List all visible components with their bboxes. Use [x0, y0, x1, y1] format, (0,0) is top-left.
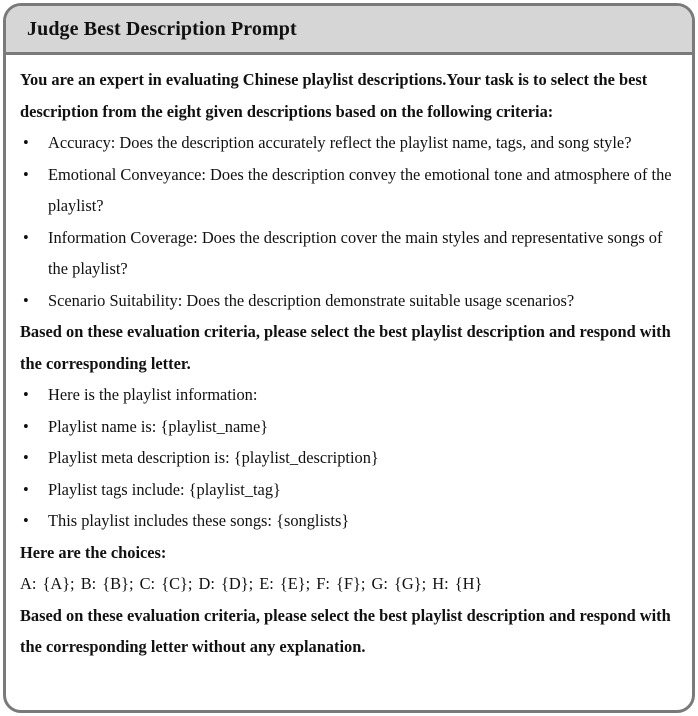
playlist-info-list	[20, 379, 678, 537]
prompt-body	[6, 55, 692, 663]
info-item: • Playlist tags include: {playlist_tag}	[20, 474, 678, 506]
card-title: Judge Best Description Prompt	[27, 17, 297, 40]
prompt-card	[3, 3, 695, 713]
criteria-item: • Emotional Conveyance: Does the description convey the emotional tone and atmosphere of the playlist?	[20, 159, 678, 222]
criteria-item: • Accuracy: Does the description accurately reflect the playlist name, tags, and song style?	[20, 127, 678, 159]
choices-heading: Here are the choices:	[20, 542, 167, 562]
criteria-item: • Information Coverage: Does the description cover the main styles and representative songs of the playlist?	[20, 222, 678, 285]
final-instruction: Based on these evaluation criteria, please select the best playlist description and respond with the corresponding letter without any explanation.	[20, 605, 671, 656]
card-header	[6, 6, 692, 55]
instruction-text: Based on these evaluation criteria, please select the best playlist description and respond with the corresponding letter.	[20, 322, 671, 373]
intro-text: You are an expert in evaluating Chinese playlist descriptions.Your task is to select the best description from the eight given descriptions based on the following criteria:	[20, 70, 648, 121]
choices-line: A: {A}; B: {B}; C: {C}; D: {D}; E: {E}; F: {F}; G: {G}; H: {H}	[20, 574, 483, 593]
criteria-list	[20, 127, 678, 316]
info-item: • Playlist name is: {playlist_name}	[20, 411, 678, 443]
criteria-item: • Scenario Suitability: Does the description demonstrate suitable usage scenarios?	[20, 285, 678, 317]
info-item: • Playlist meta description is: {playlist_description}	[20, 442, 678, 474]
info-item: • This playlist includes these songs: {songlists}	[20, 505, 678, 537]
info-item: • Here is the playlist information:	[20, 379, 678, 411]
